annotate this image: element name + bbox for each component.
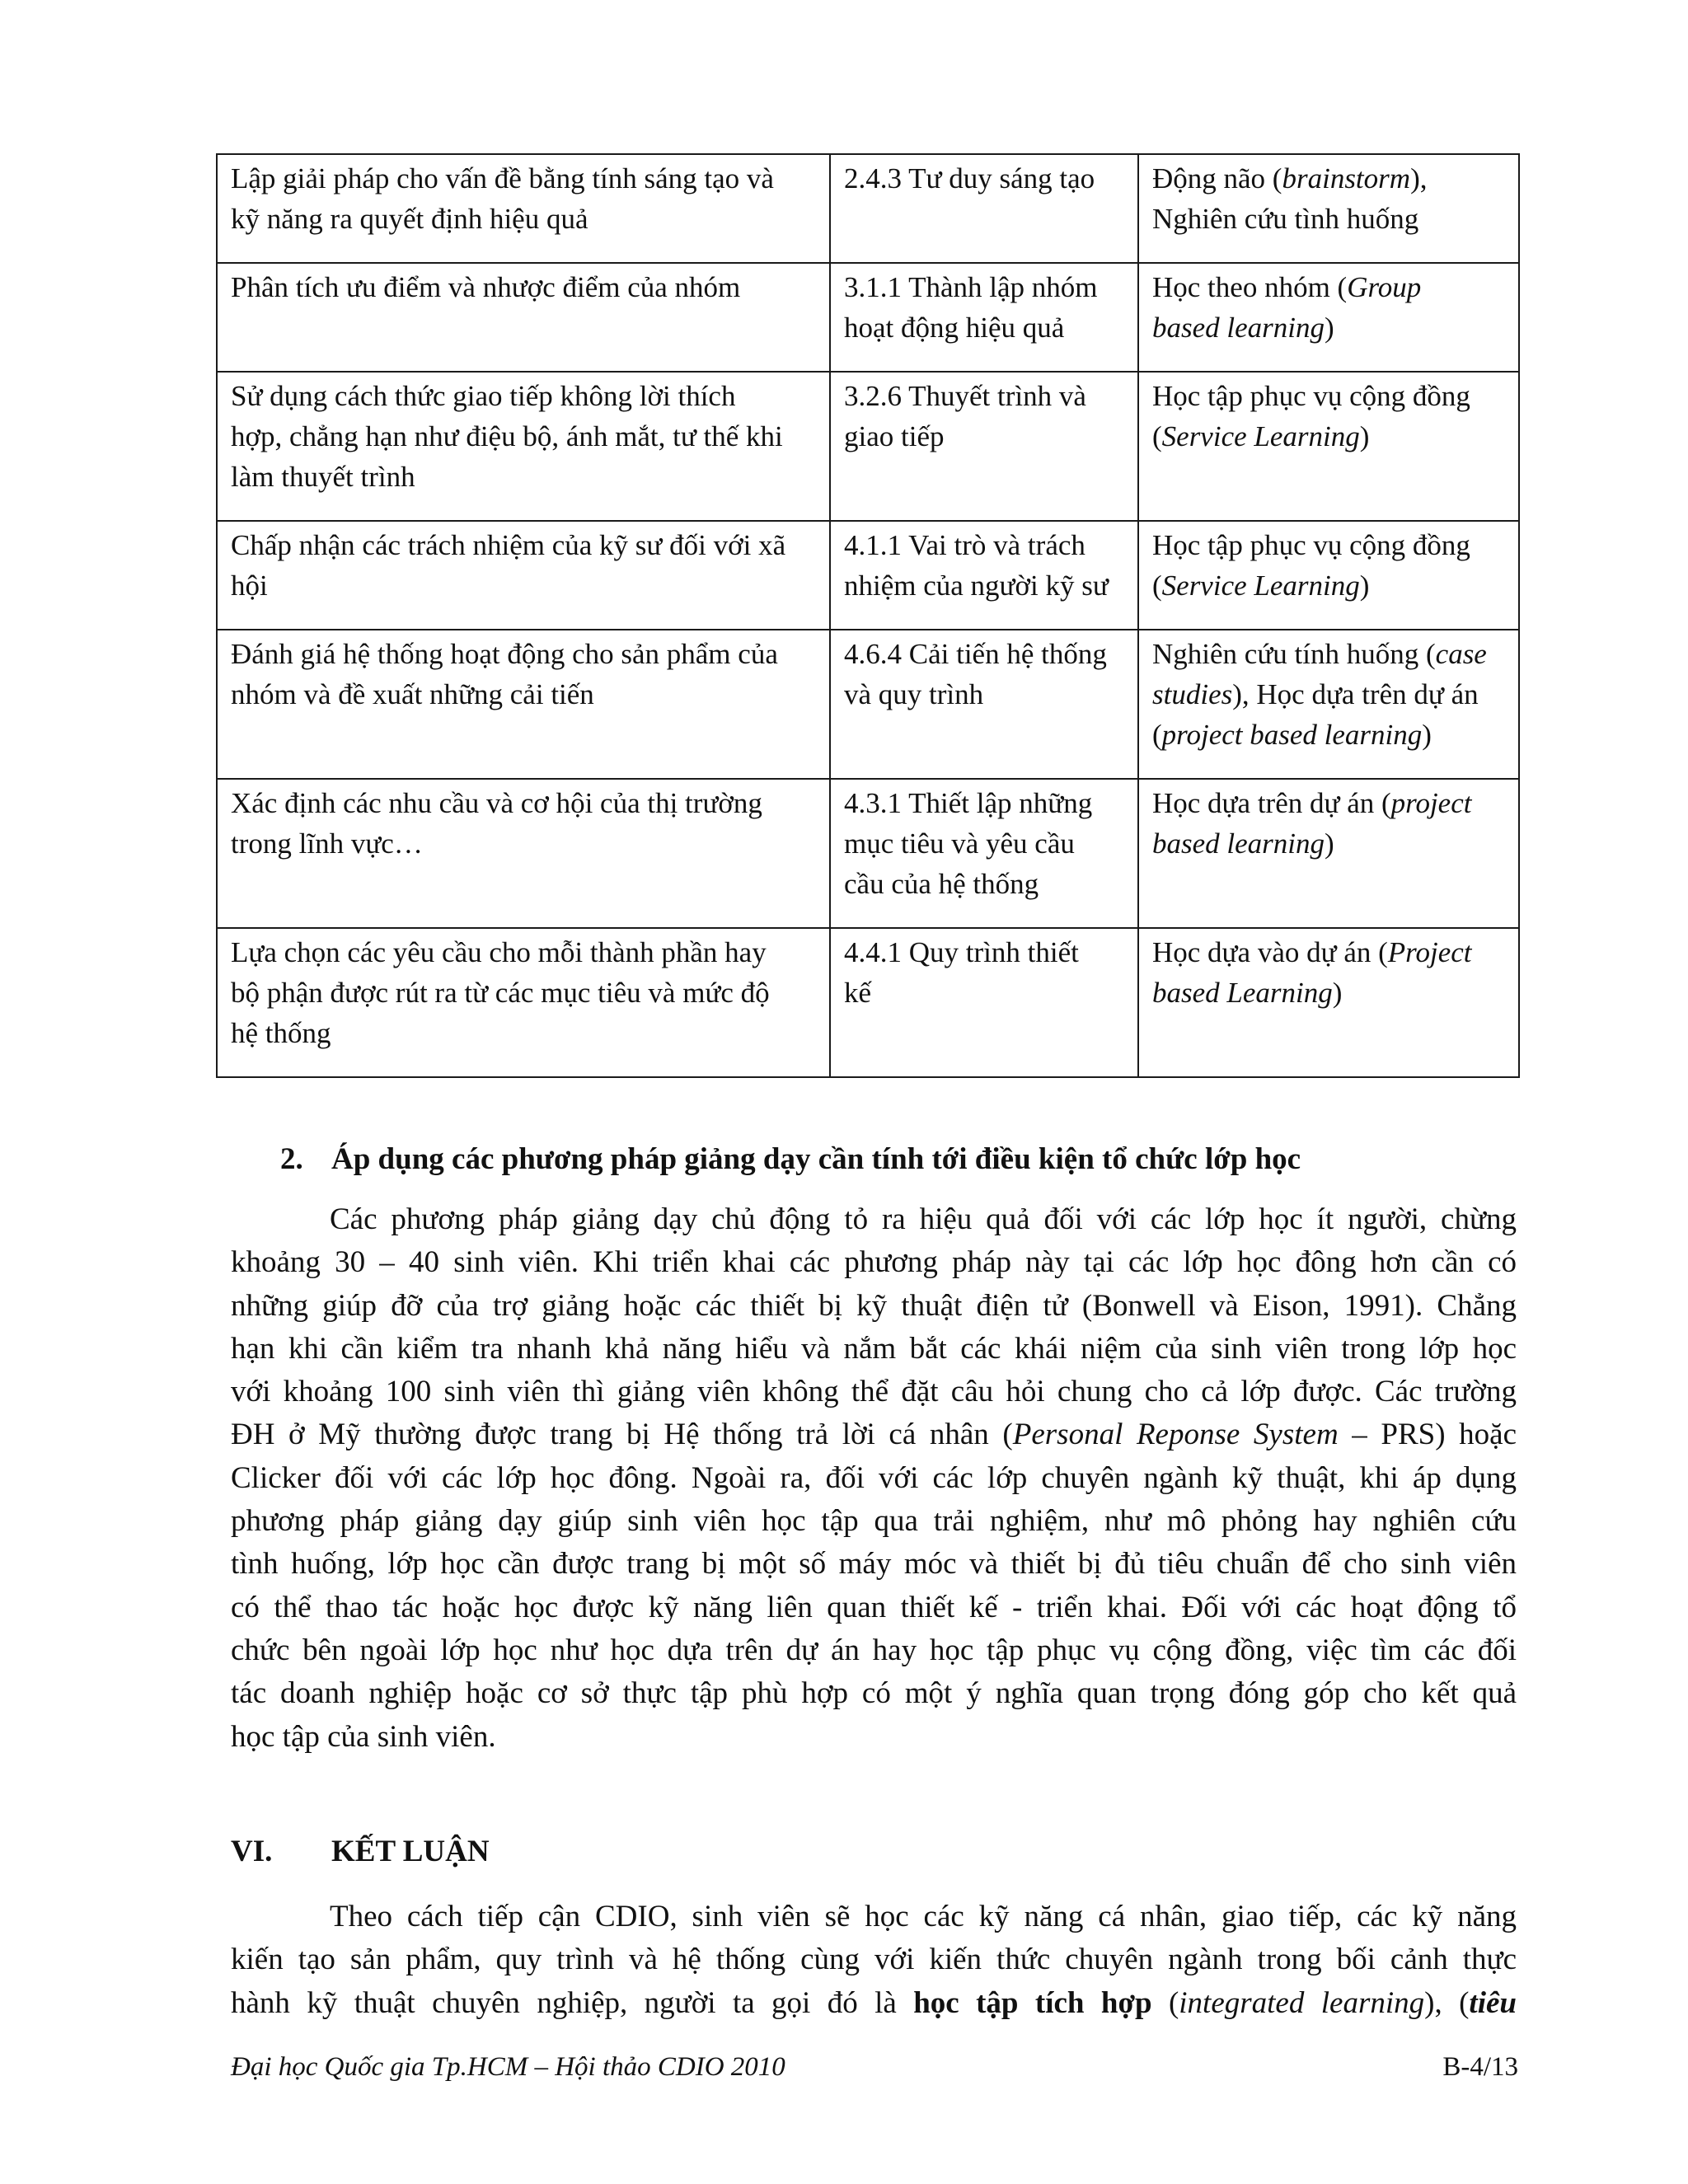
outcome-cell xyxy=(217,928,830,1077)
cell-line: hoạt động hiệu quả xyxy=(844,312,1065,344)
cell-line: kỹ năng ra quyết định hiệu quả xyxy=(231,203,588,235)
cell-line xyxy=(1152,199,1505,239)
italic-text: Group xyxy=(1347,271,1422,303)
text-run: phương pháp giảng dạy giúp sinh viên học tập qua trải nghiệm, như mô phỏng hay nghiên cứu xyxy=(231,1504,1517,1539)
text-run: ), xyxy=(1410,162,1428,194)
text-run: Học dựa vào dự án ( xyxy=(1152,936,1388,968)
cell-line xyxy=(1152,525,1505,565)
cell-line: hội xyxy=(231,569,268,602)
table-row xyxy=(217,928,1519,1077)
cell-line: mục tiêu và yêu cầu xyxy=(844,827,1075,860)
method-cell xyxy=(1138,521,1519,630)
italic-text: project xyxy=(1390,787,1472,819)
text-run: ) xyxy=(1325,312,1334,344)
method-cell xyxy=(1138,372,1519,521)
outcome-cell xyxy=(217,372,830,521)
cell-line xyxy=(1152,158,1505,199)
text-line xyxy=(231,1198,1517,1241)
text-run: ) xyxy=(1332,977,1343,1009)
outcome-cell xyxy=(217,154,830,263)
cell-line: kế xyxy=(844,977,872,1009)
text-line xyxy=(231,1500,1517,1543)
italic-text: based Learning xyxy=(1152,977,1333,1009)
italic-text: studies xyxy=(1152,678,1233,710)
cdio-cell xyxy=(830,372,1138,521)
cell-line: bộ phận được rút ra từ các mục tiêu và mức độ xyxy=(231,977,770,1009)
footer-page-number: B-4/13 xyxy=(1442,2052,1518,2082)
text-run: khoảng 30 – 40 sinh viên. Khi triển khai các phương pháp này tại các lớp học đông hơn cần có xyxy=(231,1245,1517,1280)
cell-line xyxy=(1152,565,1505,606)
text-line xyxy=(231,1543,1517,1586)
text-line xyxy=(231,1328,1517,1371)
text-run: ) xyxy=(1359,569,1370,602)
text-line xyxy=(231,1586,1517,1629)
italic-text: based learning xyxy=(1152,827,1325,860)
cell-line: Đánh giá hệ thống hoạt động cho sản phẩm của xyxy=(231,638,778,670)
text-line xyxy=(231,1371,1517,1413)
text-run: với khoảng 100 sinh viên thì giảng viên không thể đặt câu hỏi chung cho cả lớp được. Các trường xyxy=(231,1375,1517,1409)
text-run: ), Học dựa trên dự án xyxy=(1232,678,1479,710)
cell-line: Phân tích ưu điểm và nhược điểm của nhóm xyxy=(231,271,741,303)
text-run: học tập của sinh viên. xyxy=(231,1719,496,1754)
cell-line: 3.1.1 Thành lập nhóm xyxy=(844,271,1098,303)
text-run: Học tập phục vụ cộng đồng xyxy=(1152,380,1470,412)
text-run: Các phương pháp giảng dạy chủ động tỏ ra hiệu quả đối với các lớp học ít người, chừng xyxy=(330,1202,1517,1236)
cell-line xyxy=(1152,932,1505,972)
cell-line xyxy=(1152,715,1505,755)
italic-text: brainstorm xyxy=(1282,162,1411,194)
bold-italic-text: tiêu xyxy=(1469,1985,1517,2020)
cell-line: Xác định các nhu cầu và cơ hội của thị trường xyxy=(231,787,762,819)
text-run: ) xyxy=(1325,827,1334,860)
method-cell xyxy=(1138,154,1519,263)
italic-text: case xyxy=(1435,638,1487,670)
text-run: kiến tạo sản phẩm, quy trình và hệ thống cùng với kiến thức chuyên ngành trong bối cảnh thực xyxy=(231,1943,1517,1977)
cell-line: 4.1.1 Vai trò và trách xyxy=(844,529,1085,561)
method-cell xyxy=(1138,779,1519,928)
cell-line xyxy=(1152,972,1505,1013)
learning-outcomes-table xyxy=(216,153,1520,1078)
italic-text: based learning xyxy=(1152,312,1325,344)
cell-line: và quy trình xyxy=(844,678,984,710)
text-line xyxy=(231,1241,1517,1284)
cell-line xyxy=(1152,416,1505,457)
cdio-cell xyxy=(830,154,1138,263)
text-run: Học theo nhóm ( xyxy=(1152,271,1348,303)
cell-line: cầu của hệ thống xyxy=(844,868,1039,900)
italic-text: Project xyxy=(1387,936,1472,968)
text-run: những giúp đỡ của trợ giảng hoặc các thiết bị kỹ thuật điện tử (Bonwell và Eison, 1991). Chẳng xyxy=(231,1288,1517,1323)
text-run: ) xyxy=(1422,719,1432,751)
cell-line: Chấp nhận các trách nhiệm của kỹ sư đối với xã xyxy=(231,529,786,561)
cell-line: 4.3.1 Thiết lập những xyxy=(844,787,1093,819)
cdio-cell xyxy=(830,928,1138,1077)
cell-line: làm thuyết trình xyxy=(231,461,415,493)
outcome-cell xyxy=(217,630,830,779)
cdio-cell xyxy=(830,521,1138,630)
text-line xyxy=(231,1629,1517,1672)
method-cell xyxy=(1138,928,1519,1077)
text-line xyxy=(231,1672,1517,1715)
text-run: Nghiên cứu tính huống ( xyxy=(1152,638,1436,670)
text-run: hành kỹ thuật chuyên nghiệp, người ta gọi đó là xyxy=(231,1985,914,2020)
text-line xyxy=(231,1285,1517,1328)
section-title: KẾT LUẬN xyxy=(331,1835,490,1868)
cell-line xyxy=(1152,634,1505,674)
cell-line: hợp, chẳng hạn như điệu bộ, ánh mắt, tư thế khi xyxy=(231,420,783,452)
cell-line xyxy=(1152,267,1505,307)
footer-conference: Đại học Quốc gia Tp.HCM – Hội thảo CDIO 2010 xyxy=(231,2052,785,2082)
cell-line xyxy=(1152,783,1505,823)
cell-line: 3.2.6 Thuyết trình và xyxy=(844,380,1086,412)
bold-text: học tập tích hợp xyxy=(913,1985,1152,2020)
cell-line xyxy=(1152,823,1505,864)
cell-line: giao tiếp xyxy=(844,420,945,452)
text-run: hạn khi cần kiểm tra nhanh khả năng hiểu và nắm bắt các khái niệm của sinh viên trong lớp học xyxy=(231,1331,1517,1366)
cell-line: trong lĩnh vực… xyxy=(231,827,423,860)
table-row xyxy=(217,779,1519,928)
text-line xyxy=(231,1716,1517,1759)
italic-text: project based learning xyxy=(1161,719,1423,751)
text-line xyxy=(231,1982,1517,2025)
table-row xyxy=(217,263,1519,372)
italic-text: Personal Reponse System xyxy=(1012,1418,1339,1452)
text-run: Nghiên cứu tình huống xyxy=(1152,203,1419,235)
text-run: ( xyxy=(1152,569,1162,602)
text-run: tác doanh nghiệp hoặc cơ sở thực tập phù hợp có một ý nghĩa quan trọng đóng góp cho kết quả xyxy=(231,1676,1517,1711)
cell-line: hệ thống xyxy=(231,1017,331,1049)
cdio-cell xyxy=(830,630,1138,779)
text-run: – PRS) hoặc xyxy=(1338,1418,1517,1452)
text-run: tình huống, lớp học cần được trang bị một số máy móc và thiết bị đủ tiêu chuẩn để cho sinh viên xyxy=(231,1547,1517,1582)
outcome-cell xyxy=(217,263,830,372)
text-line xyxy=(231,1938,1517,1981)
text-line xyxy=(231,1896,1517,1938)
section-number: VI. xyxy=(231,1835,273,1868)
text-run: Clicker đối với các lớp học đông. Ngoài ra, đối với các lớp chuyên ngành kỹ thuật, khi áp dụng xyxy=(231,1460,1517,1495)
cell-line: nhiệm của người kỹ sư xyxy=(844,569,1109,602)
method-cell xyxy=(1138,630,1519,779)
text-run: Động não ( xyxy=(1152,162,1282,194)
cell-line xyxy=(1152,376,1505,416)
text-run: ( xyxy=(1152,719,1162,751)
section-number: 2. xyxy=(280,1142,303,1176)
bold-text xyxy=(1469,1986,1517,2020)
table-row xyxy=(217,372,1519,521)
cell-line: nhóm và đề xuất những cải tiến xyxy=(231,678,594,710)
cell-line: Lựa chọn các yêu cầu cho mỗi thành phần hay xyxy=(231,936,767,968)
section-2-paragraph xyxy=(231,1198,1517,1759)
cell-line: Lập giải pháp cho vấn đề bằng tính sáng tạo và xyxy=(231,162,774,194)
table-row xyxy=(217,154,1519,263)
cell-line: 2.4.3 Tư duy sáng tạo xyxy=(844,162,1095,194)
cell-line xyxy=(1152,674,1505,715)
cdio-cell xyxy=(830,263,1138,372)
cell-line: 4.4.1 Quy trình thiết xyxy=(844,936,1079,968)
table-row xyxy=(217,630,1519,779)
italic-text: Service Learning xyxy=(1161,569,1360,602)
text-run: Học tập phục vụ cộng đồng xyxy=(1152,529,1470,561)
conclusion-paragraph xyxy=(231,1896,1517,2025)
italic-text: integrated learning xyxy=(1179,1985,1425,2020)
text-line xyxy=(231,1413,1517,1456)
section-heading-2 xyxy=(280,1139,1533,1180)
table-row xyxy=(217,521,1519,630)
cell-line xyxy=(1152,307,1505,348)
text-run: ( xyxy=(1152,420,1162,452)
cell-line: Sử dụng cách thức giao tiếp không lời thích xyxy=(231,380,736,412)
text-run: Học dựa trên dự án ( xyxy=(1152,787,1391,819)
text-run: Theo cách tiếp cận CDIO, sinh viên sẽ học các kỹ năng cá nhân, giao tiếp, các kỹ năng xyxy=(330,1900,1517,1933)
method-cell xyxy=(1138,263,1519,372)
text-run: chức bên ngoài lớp học như học dựa trên dự án hay học tập phục vụ cộng đồng, việc tìm các đối xyxy=(231,1633,1517,1667)
cdio-cell xyxy=(830,779,1138,928)
text-run: ĐH ở Mỹ thường được trang bị Hệ thống trả lời cá nhân ( xyxy=(231,1418,1013,1452)
text-run: ( xyxy=(1151,1985,1179,2020)
cell-line: 4.6.4 Cải tiến hệ thống xyxy=(844,638,1107,670)
italic-text: Service Learning xyxy=(1161,420,1360,452)
section-heading-vi xyxy=(231,1831,1484,1872)
text-run: ) xyxy=(1359,420,1370,452)
section-title: Áp dụng các phương pháp giảng dạy cần tính tới điều kiện tổ chức lớp học xyxy=(331,1142,1301,1176)
outcome-cell xyxy=(217,779,830,928)
text-line xyxy=(231,1457,1517,1500)
text-run: ), ( xyxy=(1424,1985,1470,2020)
outcome-cell xyxy=(217,521,830,630)
text-run: có thể thao tác hoặc học được kỹ năng liên quan thiết kế - triển khai. Đối với các hoạt động tổ xyxy=(231,1590,1517,1624)
